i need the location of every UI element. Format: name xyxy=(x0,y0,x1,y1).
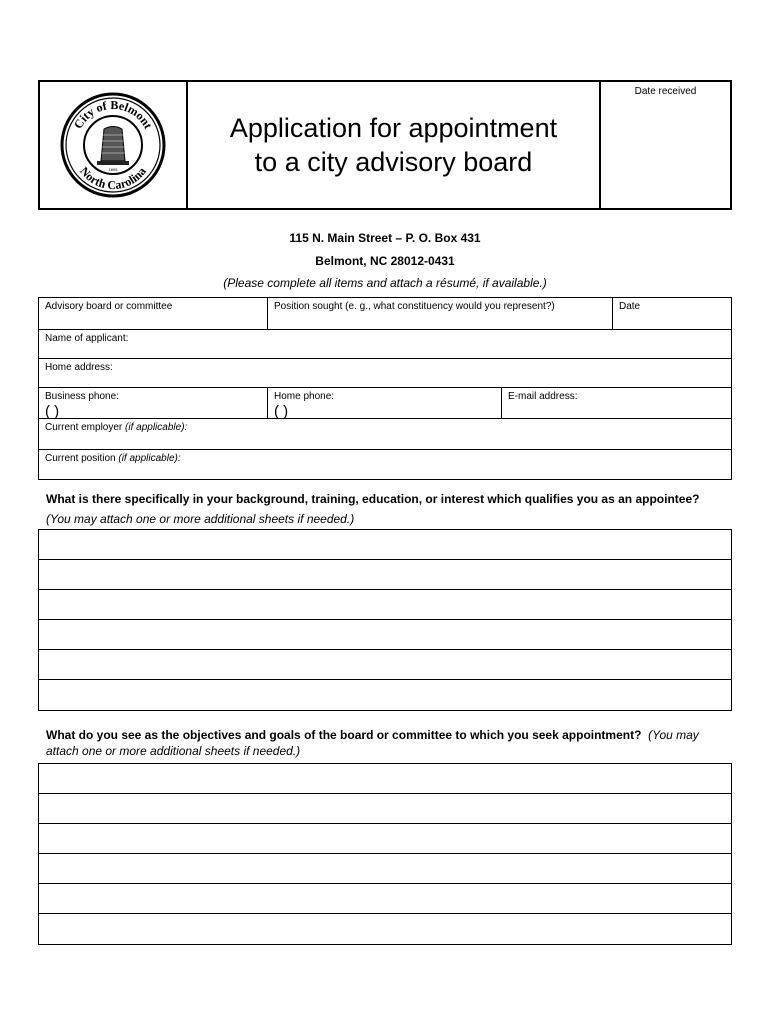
question-qualifications-text: What is there specifically in your background, training, education, or interest which qualifies you as an appointee? xyxy=(46,492,700,506)
seal-top-text: City of Belmont xyxy=(70,97,156,132)
instructions: (Please complete all items and attach a résumé, if available.) xyxy=(223,276,547,290)
position-sought-field[interactable] xyxy=(267,298,612,329)
question-qualifications-note: (You may attach one or more additional sheets if needed.) xyxy=(46,512,355,526)
question-objectives xyxy=(46,727,716,759)
answer-line[interactable] xyxy=(39,590,731,620)
answer-line[interactable] xyxy=(39,650,731,680)
logo-cell xyxy=(40,82,188,208)
email-field[interactable] xyxy=(501,388,731,418)
table-row xyxy=(39,388,731,419)
answer-line[interactable] xyxy=(39,680,731,710)
business-phone-label: Business phone: xyxy=(45,391,119,402)
answer-line[interactable] xyxy=(39,560,731,590)
table-row xyxy=(39,450,731,479)
seal-year: 1895 xyxy=(108,167,118,172)
board-field[interactable] xyxy=(39,298,267,329)
question-objectives-note: (You may attach one or more additional sheets if needed.) xyxy=(46,728,699,758)
date-received-box[interactable] xyxy=(601,82,730,208)
current-employer-field[interactable] xyxy=(39,419,731,449)
applicant-name-field[interactable] xyxy=(39,330,731,358)
answer-line[interactable] xyxy=(39,620,731,650)
answer-line[interactable] xyxy=(39,854,731,884)
address-line1: 115 N. Main Street – P. O. Box 431 xyxy=(289,231,481,245)
answer-line[interactable] xyxy=(39,824,731,854)
home-phone-field[interactable] xyxy=(267,388,501,418)
address-line2: Belmont, NC 28012-0431 xyxy=(315,254,455,268)
question-qualifications xyxy=(46,489,716,529)
qualifications-answer-area[interactable] xyxy=(38,529,732,711)
home-phone-label: Home phone: xyxy=(274,391,335,402)
business-phone-area-code: ( ) xyxy=(45,403,60,420)
current-position-label: Current position xyxy=(45,453,116,464)
table-row xyxy=(39,330,731,359)
answer-line[interactable] xyxy=(39,794,731,824)
current-employer-note: (if applicable): xyxy=(125,422,188,433)
home-address-field[interactable] xyxy=(39,359,731,387)
title-cell xyxy=(188,82,601,208)
home-address-label: Home address: xyxy=(45,362,113,373)
answer-line[interactable] xyxy=(39,764,731,794)
home-phone-area-code: ( ) xyxy=(274,403,289,420)
form-title-line1: Application for appointment xyxy=(229,113,558,143)
business-phone-field[interactable] xyxy=(39,388,267,418)
objectives-answer-area[interactable] xyxy=(38,763,732,945)
board-label: Advisory board or committee xyxy=(45,301,173,312)
form-title-line2: to a city advisory board xyxy=(254,147,533,177)
applicant-info-table xyxy=(38,297,732,480)
applicant-name-label: Name of applicant: xyxy=(45,333,129,344)
current-position-field[interactable] xyxy=(39,450,731,479)
answer-line[interactable] xyxy=(39,530,731,560)
email-label: E-mail address: xyxy=(508,391,578,402)
seal-bottom-text: North Carolina xyxy=(77,164,149,193)
date-received-label: Date received xyxy=(634,86,697,97)
form-header xyxy=(38,80,732,210)
table-row xyxy=(39,419,731,450)
position-sought-label: Position sought (e. g., what constituency would you represent?) xyxy=(274,301,555,312)
date-label: Date xyxy=(619,301,641,312)
date-field[interactable] xyxy=(612,298,731,329)
current-position-note: (if applicable): xyxy=(118,453,181,464)
answer-line[interactable] xyxy=(39,884,731,914)
current-employer-label: Current employer xyxy=(45,422,123,433)
city-seal-logo xyxy=(59,91,167,199)
question-objectives-text: What do you see as the objectives and goals of the board or committee to which you seek appointment? xyxy=(46,728,642,742)
table-row xyxy=(39,298,731,330)
table-row xyxy=(39,359,731,388)
answer-line[interactable] xyxy=(39,914,731,944)
